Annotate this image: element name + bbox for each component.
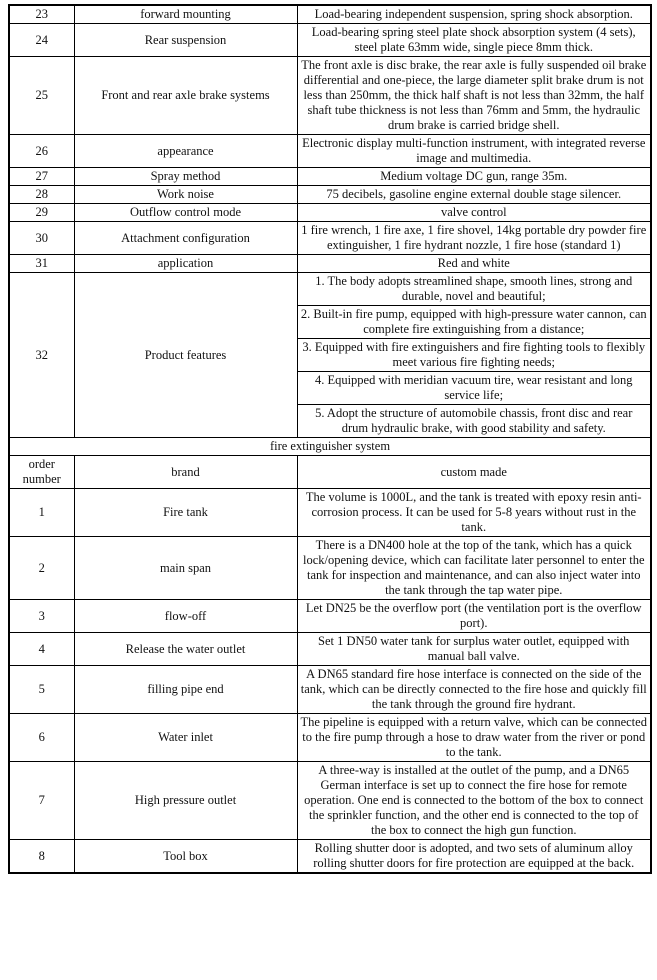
order-cell: 2 — [9, 537, 74, 600]
table-row — [9, 135, 651, 168]
detail-cell: There is a DN400 hole at the top of the tank, which has a quick lock/opening device, which can facilitate later personnel to enter the tank for inspection and maintenance, and can also inject water into the tank through the tap water pipe. — [297, 537, 651, 600]
detail-cell: valve control — [297, 204, 651, 222]
table-row — [9, 24, 651, 57]
table-row — [9, 489, 651, 537]
detail-cell: 75 decibels, gasoline engine external double stage silencer. — [297, 186, 651, 204]
brand-cell: Fire tank — [74, 489, 297, 537]
brand-cell: main span — [74, 537, 297, 600]
table-row — [9, 840, 651, 874]
detail-cell: Load-bearing spring steel plate shock absorption system (4 sets), steel plate 63mm wide, single piece 8mm thick. — [297, 24, 651, 57]
header-order-number: order number — [9, 456, 74, 489]
brand-cell: Rear suspension — [74, 24, 297, 57]
order-cell: 7 — [9, 762, 74, 840]
specification-table — [8, 4, 652, 874]
brand-cell: filling pipe end — [74, 666, 297, 714]
brand-cell: Release the water outlet — [74, 633, 297, 666]
detail-cell: The front axle is disc brake, the rear axle is fully suspended oil brake differential and one-piece, the large diameter split brake drum is not less than 250mm, the thick half shaft is not less than 32mm, the half shaft tube thickness is not less than 76mm and 5mm, the hydraulic drum brake is carried bridge shell. — [297, 57, 651, 135]
detail-cell: Rolling shutter door is adopted, and two sets of aluminum alloy rolling shutter doors for fire protection are equipped at the back. — [297, 840, 651, 874]
brand-cell: Attachment configuration — [74, 222, 297, 255]
order-cell: 25 — [9, 57, 74, 135]
table-row — [9, 714, 651, 762]
table-row — [9, 633, 651, 666]
order-cell: 29 — [9, 204, 74, 222]
detail-cell: The volume is 1000L, and the tank is treated with epoxy resin anti-corrosion process. It can be used for 5-8 years without rust in the tank. — [297, 489, 651, 537]
header-row — [9, 456, 651, 489]
header-custom-made: custom made — [297, 456, 651, 489]
feature-cell: 2. Built-in fire pump, equipped with high-pressure water cannon, can complete fire extinguishing from a distance; — [297, 306, 651, 339]
table-row — [9, 762, 651, 840]
brand-cell: Front and rear axle brake systems — [74, 57, 297, 135]
brand-cell: flow-off — [74, 600, 297, 633]
detail-cell: The pipeline is equipped with a return valve, which can be connected to the fire pump through a hose to draw water from the river or pond to the tank. — [297, 714, 651, 762]
brand-cell: Water inlet — [74, 714, 297, 762]
order-cell: 28 — [9, 186, 74, 204]
order-cell: 6 — [9, 714, 74, 762]
table-row — [9, 537, 651, 600]
detail-cell: Let DN25 be the overflow port (the ventilation port is the overflow port). — [297, 600, 651, 633]
order-cell: 1 — [9, 489, 74, 537]
brand-cell: forward mounting — [74, 5, 297, 24]
brand-cell: High pressure outlet — [74, 762, 297, 840]
table-row — [9, 5, 651, 24]
order-cell: 5 — [9, 666, 74, 714]
table-row — [9, 222, 651, 255]
order-cell: 32 — [9, 273, 74, 438]
brand-cell: application — [74, 255, 297, 273]
table-row — [9, 57, 651, 135]
order-cell: 27 — [9, 168, 74, 186]
order-cell: 3 — [9, 600, 74, 633]
brand-cell: Outflow control mode — [74, 204, 297, 222]
order-cell: 31 — [9, 255, 74, 273]
order-cell: 24 — [9, 24, 74, 57]
table-row — [9, 186, 651, 204]
detail-cell: A DN65 standard fire hose interface is connected on the side of the tank, which can be directly connected to the fire hose and quickly fill the tank through the ground fire hydrant. — [297, 666, 651, 714]
table-row — [9, 255, 651, 273]
table-row — [9, 168, 651, 186]
feature-cell: 3. Equipped with fire extinguishers and fire fighting tools to flexibly meet various fire fighting needs; — [297, 339, 651, 372]
feature-cell: 5. Adopt the structure of automobile chassis, front disc and rear drum hydraulic brake, with good stability and safety. — [297, 405, 651, 438]
order-cell: 30 — [9, 222, 74, 255]
detail-cell: Set 1 DN50 water tank for surplus water outlet, equipped with manual ball valve. — [297, 633, 651, 666]
detail-cell: Red and white — [297, 255, 651, 273]
brand-cell: Product features — [74, 273, 297, 438]
detail-cell: Medium voltage DC gun, range 35m. — [297, 168, 651, 186]
table-row-product-features — [9, 273, 651, 306]
detail-cell: Electronic display multi-function instrument, with integrated reverse image and multimedia. — [297, 135, 651, 168]
section-title: fire extinguisher system — [9, 438, 651, 456]
brand-cell: appearance — [74, 135, 297, 168]
table-row — [9, 204, 651, 222]
brand-cell: Spray method — [74, 168, 297, 186]
detail-cell: A three-way is installed at the outlet of the pump, and a DN65 German interface is set up to connect the fire hose for remote operation. One end is connected to the bottom of the box to connect the sprinkler function, and the other end is connected to the top of the box to connect the high gun function. — [297, 762, 651, 840]
order-cell: 23 — [9, 5, 74, 24]
table-row — [9, 600, 651, 633]
order-cell: 26 — [9, 135, 74, 168]
order-cell: 4 — [9, 633, 74, 666]
document-page — [8, 4, 650, 874]
detail-cell: 1 fire wrench, 1 fire axe, 1 fire shovel, 14kg portable dry powder fire extinguisher, 1 fire hydrant nozzle, 1 fire hose (standard 1) — [297, 222, 651, 255]
header-brand: brand — [74, 456, 297, 489]
table-row — [9, 666, 651, 714]
feature-cell: 4. Equipped with meridian vacuum tire, wear resistant and long service life; — [297, 372, 651, 405]
brand-cell: Work noise — [74, 186, 297, 204]
section-title-row — [9, 438, 651, 456]
detail-cell: Load-bearing independent suspension, spring shock absorption. — [297, 5, 651, 24]
brand-cell: Tool box — [74, 840, 297, 874]
feature-cell: 1. The body adopts streamlined shape, smooth lines, strong and durable, novel and beautiful; — [297, 273, 651, 306]
order-cell: 8 — [9, 840, 74, 874]
